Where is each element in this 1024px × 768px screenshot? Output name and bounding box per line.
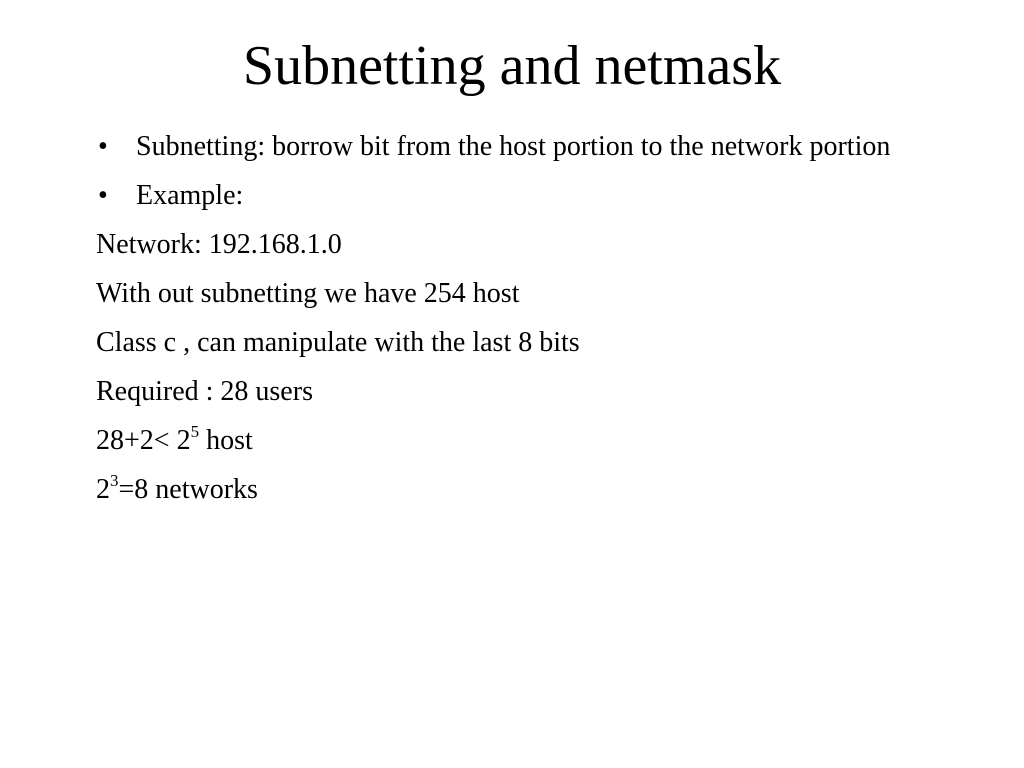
without-subnetting-line: With out subnetting we have 254 host xyxy=(96,278,520,309)
bullet-item-example xyxy=(96,175,916,216)
bullet-text: Subnetting: borrow bit from the host portion to the network portion xyxy=(136,131,891,162)
bullet-icon: • xyxy=(98,131,108,162)
network-line: Network: 192.168.1.0 xyxy=(96,229,342,260)
host-formula-base: 28+2< 2 xyxy=(96,425,191,456)
host-formula-suffix: host xyxy=(199,425,253,456)
host-formula-exponent: 5 xyxy=(190,421,200,441)
required-users-line: Required : 28 users xyxy=(96,376,313,407)
network-formula-line xyxy=(96,469,916,510)
network-formula-suffix: =8 networks xyxy=(118,474,258,505)
host-formula-line xyxy=(96,420,916,461)
network-formula-exponent: 3 xyxy=(110,470,119,490)
slide-title: Subnetting and netmask xyxy=(242,35,782,97)
slide-body xyxy=(96,126,916,518)
class-c-line: Class c , can manipulate with the last 8 bits xyxy=(96,327,580,358)
network-formula-base: 2 xyxy=(96,474,110,505)
bullet-icon: • xyxy=(98,180,108,211)
bullet-text: Example: xyxy=(136,180,244,211)
bullet-item-subnetting xyxy=(96,126,916,167)
